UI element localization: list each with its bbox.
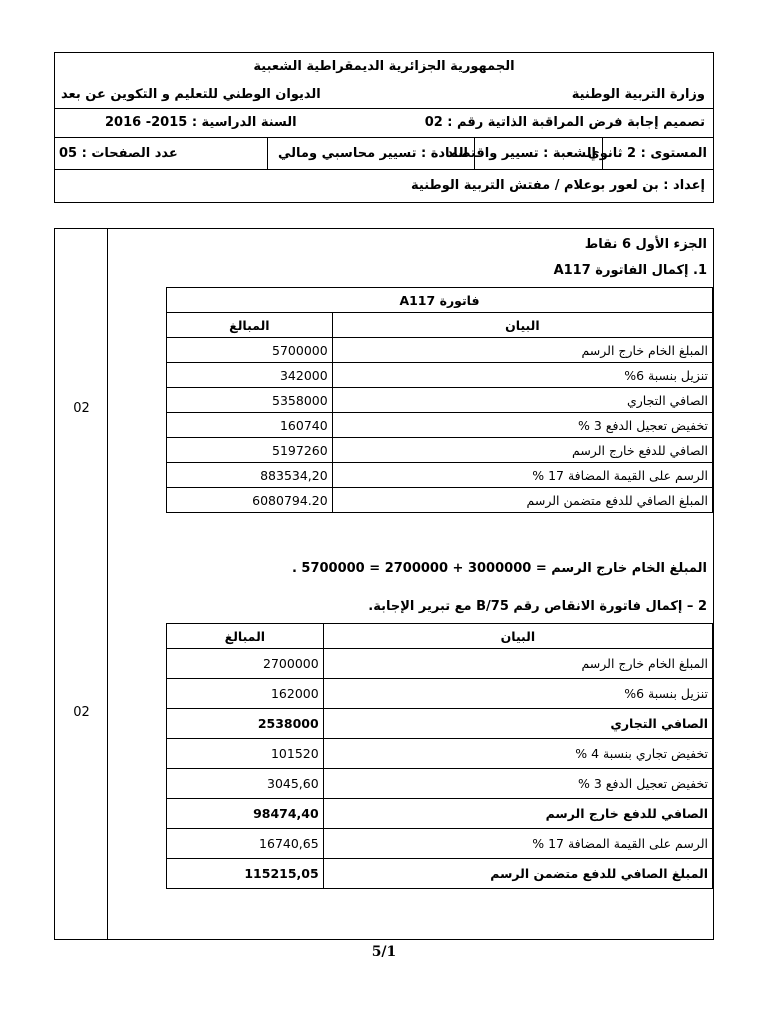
row-amount: 115215,05 <box>167 859 324 889</box>
subject-cell <box>267 138 474 169</box>
row-label: المبلغ الخام خارج الرسم <box>332 338 712 363</box>
table-row <box>167 463 713 488</box>
table-row <box>167 388 713 413</box>
column-label-header: البيان <box>323 624 712 649</box>
pages-count: عدد الصفحات : 05 <box>59 146 178 161</box>
row-amount: 342000 <box>167 363 333 388</box>
row-amount: 2538000 <box>167 709 324 739</box>
level-cell <box>587 138 713 169</box>
table-row <box>167 859 713 889</box>
table-row <box>167 438 713 463</box>
table-row <box>167 799 713 829</box>
row-amount: 5358000 <box>167 388 333 413</box>
table-row <box>167 338 713 363</box>
row-amount: 2700000 <box>167 649 324 679</box>
row-label: تنزيل بنسبة 6% <box>323 679 712 709</box>
row-amount: 101520 <box>167 739 324 769</box>
table-row <box>167 769 713 799</box>
row-amount: 3045,60 <box>167 769 324 799</box>
row-amount: 5700000 <box>167 338 333 363</box>
row-label: المبلغ الخام خارج الرسم <box>323 649 712 679</box>
table-row <box>167 363 713 388</box>
row-label: المبلغ الصافي للدفع متضمن الرسم <box>323 859 712 889</box>
row-label: الصافي التجاري <box>332 388 712 413</box>
row-amount: 160740 <box>167 413 333 438</box>
table-row <box>167 709 713 739</box>
office-name: الديوان الوطني للتعليم و التكوين عن بعد <box>61 87 321 102</box>
answer-box <box>54 228 714 940</box>
row-label: تخفيض تجاري بنسبة 4 % <box>323 739 712 769</box>
school-year: السنة الدراسية : 2015- 2016 <box>105 115 297 130</box>
exam-title: تصميم إجابة فرض المراقبة الذاتية رقم : 02 <box>424 115 705 130</box>
table-row <box>167 739 713 769</box>
header-info-row <box>55 138 713 170</box>
row-label: الرسم على القيمة المضافة 17 % <box>332 463 712 488</box>
stream-text: الشعبة : تسيير واقتصاد <box>446 146 596 161</box>
table-row <box>167 649 713 679</box>
table-row <box>167 829 713 859</box>
invoice-a117-title: فاتورة A117 <box>167 288 713 313</box>
stream-cell <box>446 138 602 169</box>
author-text: إعداد : بن لعور بوعلام / مفتش التربية الوطنية <box>411 178 705 193</box>
document-header <box>54 52 714 203</box>
row-amount: 883534,20 <box>167 463 333 488</box>
q1-calculation-note: المبلغ الخام خارج الرسم = 3000000 + 2700000 = 5700000 . <box>291 561 707 576</box>
header-author-row <box>55 170 713 203</box>
row-amount: 162000 <box>167 679 324 709</box>
score-q2: 02 <box>73 705 90 720</box>
row-label: تنزيل بنسبة 6% <box>332 363 712 388</box>
table-row <box>167 679 713 709</box>
row-amount: 6080794.20 <box>167 488 333 513</box>
question-1: 1. إكمال الفاتورة A117 <box>553 263 707 278</box>
score-column <box>55 229 108 939</box>
invoice-a117-table <box>166 287 713 513</box>
row-amount: 5197260 <box>167 438 333 463</box>
table-row <box>167 413 713 438</box>
column-label-header: البيان <box>332 313 712 338</box>
column-amount-header: المبالغ <box>167 313 333 338</box>
header-institution-row <box>55 53 713 109</box>
row-label: الرسم على القيمة المضافة 17 % <box>323 829 712 859</box>
row-label: المبلغ الصافي للدفع متضمن الرسم <box>332 488 712 513</box>
republic-title: الجمهورية الجزائرية الديمقراطية الشعبية <box>253 59 515 74</box>
row-label: تخفيض تعجيل الدفع 3 % <box>332 413 712 438</box>
part-title: الجزء الأول 6 نقاط <box>584 237 707 252</box>
score-q1: 02 <box>73 401 90 416</box>
header-exam-row <box>55 109 713 138</box>
row-label: الصافي التجاري <box>323 709 712 739</box>
credit-note-b75-table <box>166 623 713 889</box>
row-label: تخفيض تعجيل الدفع 3 % <box>323 769 712 799</box>
question-2: 2 – إكمال فاتورة الانقاص رقم B/75 مع تبرير الإجابة. <box>368 599 707 614</box>
row-label: الصافي للدفع خارج الرسم <box>332 438 712 463</box>
level-text: المستوى : 2 ثانوي <box>587 146 707 161</box>
column-amount-header: المبالغ <box>167 624 324 649</box>
ministry-name: وزارة التربية الوطنية <box>571 87 705 102</box>
subject-text: المادة : تسيير محاسبي ومالي <box>278 146 468 161</box>
page-number: 5/1 <box>371 944 397 960</box>
row-amount: 16740,65 <box>167 829 324 859</box>
row-amount: 98474,40 <box>167 799 324 829</box>
table-row <box>167 488 713 513</box>
row-label: الصافي للدفع خارج الرسم <box>323 799 712 829</box>
